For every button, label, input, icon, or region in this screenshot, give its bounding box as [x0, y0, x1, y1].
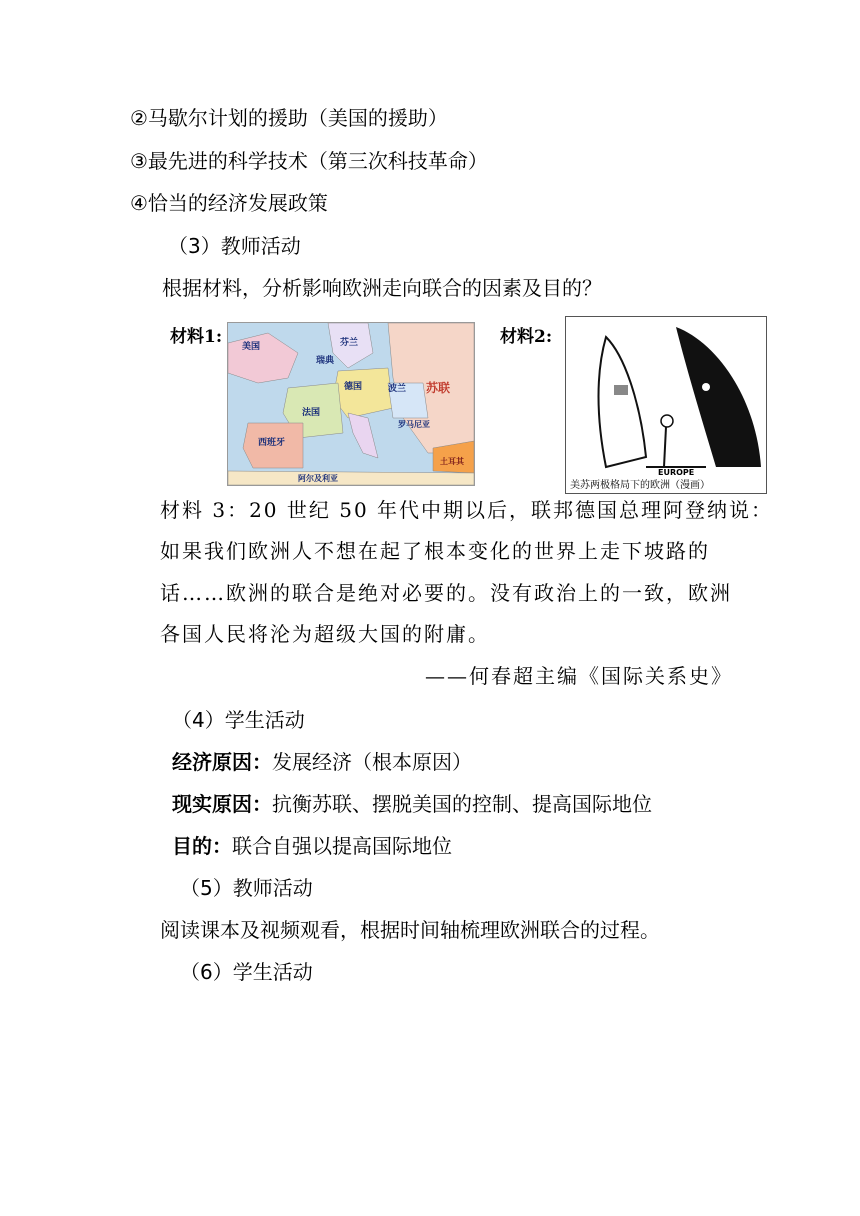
europe-map-image	[227, 322, 475, 486]
question-text: 根据材料，分析影响欧洲走向联合的因素及目的？	[162, 276, 602, 300]
text-line-policy: ④恰当的经济发展政策	[130, 191, 328, 215]
map-label-turkey: 土耳其	[440, 456, 464, 466]
bipolar-cartoon-image	[565, 316, 767, 494]
goal-label: 目的：	[172, 834, 232, 858]
cartoon-europe-text: EUROPE	[658, 468, 695, 477]
practical-reason-text: 抗衡苏联、摆脱美国的控制、提高国际地位	[272, 792, 652, 816]
map-label-poland: 波兰	[388, 384, 407, 394]
cartoon-caption: 美苏两极格局下的欧洲（漫画）	[570, 480, 710, 491]
map-label-spain: 西班牙	[258, 438, 286, 448]
goal-text: 联合自强以提高国际地位	[232, 834, 452, 858]
material-1-label: 材料1:	[170, 327, 223, 347]
material-3-line-1: 材料 3：20 世纪 50 年代中期以后，联邦德国总理阿登纳说：	[160, 498, 774, 522]
map-label-sweden: 瑞典	[316, 356, 335, 366]
heading-student-activity-4: （4）学生活动	[172, 708, 305, 732]
material-3-line-3: 话……欧洲的联合是绝对必要的。没有政治上的一致，欧洲	[160, 581, 732, 605]
teacher-activity-5-text: 阅读课本及视频观看，根据时间轴梳理欧洲联合的过程。	[160, 918, 660, 942]
material-3-line-4: 各国人民将沦为超级大国的附庸。	[160, 622, 490, 646]
map-label-algeria: 阿尔及利亚	[298, 473, 338, 483]
economic-reason	[172, 748, 472, 776]
map-label-france: 法国	[302, 408, 321, 418]
economic-reason-text: 发展经济（根本原因）	[272, 750, 472, 774]
map-label-germany: 德国	[344, 382, 363, 392]
material-3-source: ——何春超主编《国际关系史》	[425, 664, 733, 688]
map-label-finland: 芬兰	[340, 338, 359, 348]
practical-reason-label: 现实原因：	[172, 792, 272, 816]
material-2-label: 材料2:	[500, 327, 553, 347]
heading-teacher-activity-5: （5）教师活动	[180, 876, 313, 900]
goal	[172, 832, 452, 860]
map-label-us: 美国	[242, 342, 261, 352]
map-label-romania: 罗马尼亚	[398, 419, 430, 429]
material-3-line-2: 如果我们欧洲人不想在起了根本变化的世界上走下坡路的	[160, 539, 710, 563]
text-line-marshall: ②马歇尔计划的援助（美国的援助）	[130, 106, 448, 130]
economic-reason-label: 经济原因：	[172, 750, 272, 774]
heading-student-activity-6: （6）学生活动	[180, 960, 313, 984]
text-line-technology: ③最先进的科学技术（第三次科技革命）	[130, 149, 488, 173]
practical-reason	[172, 790, 652, 818]
heading-teacher-activity-3: （3）教师活动	[168, 234, 301, 258]
map-label-ussr: 苏联	[426, 381, 451, 395]
